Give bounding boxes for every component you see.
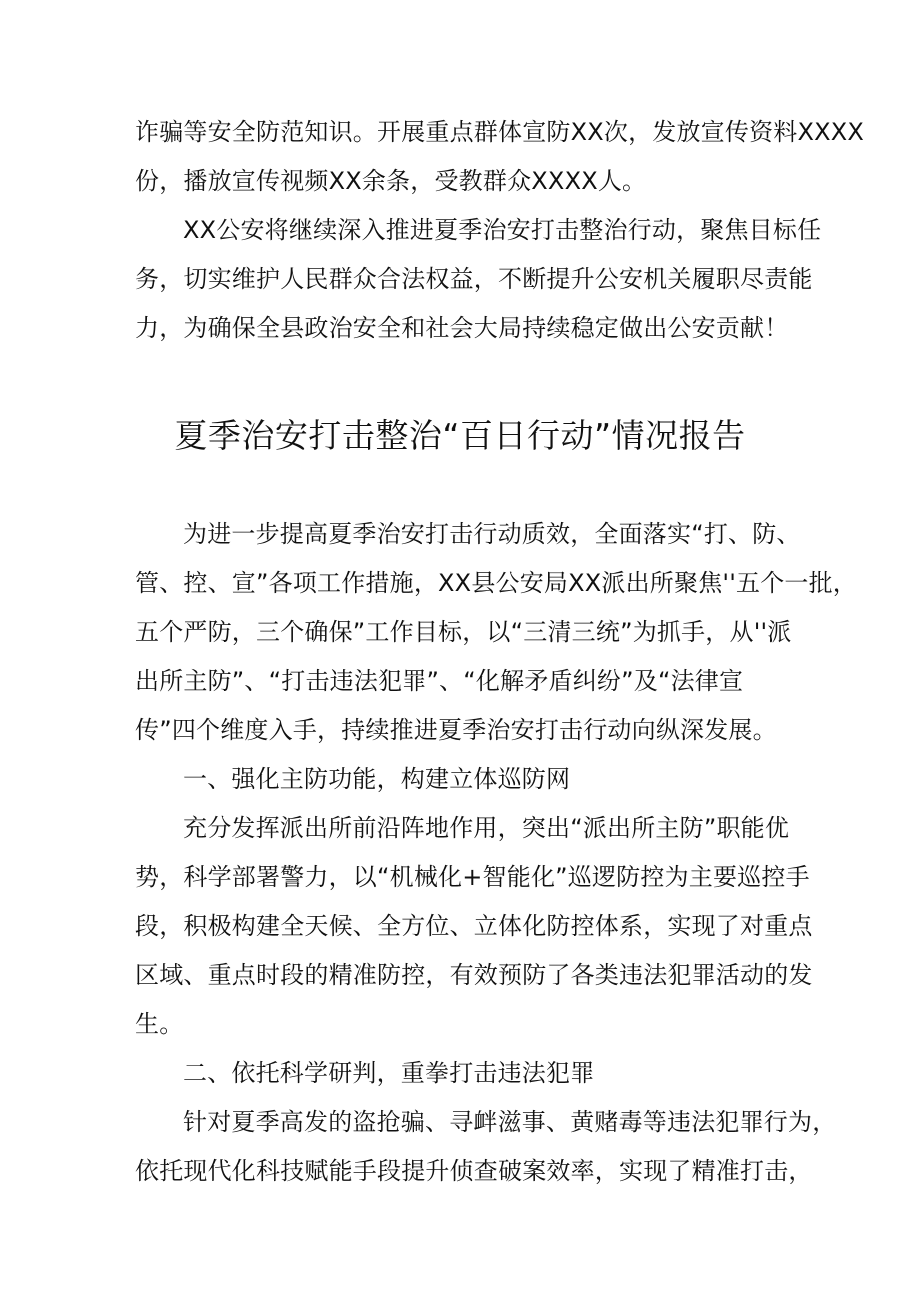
paragraph-line: 区域、重点时段的精准防控，有效预防了各类违法犯罪活动的发: [135, 961, 813, 989]
section-heading: 二、依托科学研判，重拳打击违法犯罪: [183, 1059, 595, 1087]
paragraph-line: 务，切实维护人民群众合法权益，不断提升公安机关履职尽责能: [135, 265, 813, 293]
report-title: 夏季治安打击整治“百日行动”情况报告: [174, 416, 746, 455]
paragraph-line: 力，为确保全县政治安全和社会大局持续稳定做出公安贡献！: [135, 314, 789, 342]
paragraph-line: 段，积极构建全天候、全方位、立体化防控体系，实现了对重点: [135, 912, 813, 940]
paragraph-line: 传”四个维度入手，持续推进夏季治安打击行动向纵深发展。: [135, 716, 777, 744]
paragraph-line: 依托现代化科技赋能手段提升侦查破案效率，实现了精准打击，: [135, 1157, 813, 1185]
paragraph-line: XX公安将继续深入推进夏季治安打击整治行动，聚焦目标任: [183, 216, 822, 244]
paragraph-line: 充分发挥派出所前沿阵地作用，突出“派出所主防”职能优: [183, 814, 790, 842]
paragraph-line: 为进一步提高夏季治安打击行动质效，全面落实“打、防、: [183, 520, 801, 548]
paragraph-line: 诈骗等安全防范知识。开展重点群体宣防XX次，发放宣传资料XXXX: [135, 118, 865, 146]
paragraph-line: 管、控、宣”各项工作措施，XX县公安局XX派出所聚焦''五个一批，: [135, 569, 857, 597]
paragraph-line: 势，科学部署警力，以“机械化+智能化”巡逻防控为主要巡控手: [135, 863, 810, 891]
paragraph-line: 生。: [135, 1010, 184, 1038]
paragraph-line: 出所主防”、“打击违法犯罪”、“化解矛盾纠纷”及“法律宣: [135, 667, 744, 695]
paragraph-line: 五个严防，三个确保”工作目标，以“三清三统”为抓手，从''派: [135, 618, 792, 646]
section-heading: 一、强化主防功能，构建立体巡防网: [183, 765, 571, 793]
paragraph-line: 份，播放宣传视频XX余条，受教群众XXXX人。: [135, 167, 647, 195]
paragraph-line: 针对夏季高发的盗抢骗、寻衅滋事、黄赌毒等违法犯罪行为，: [183, 1108, 837, 1136]
